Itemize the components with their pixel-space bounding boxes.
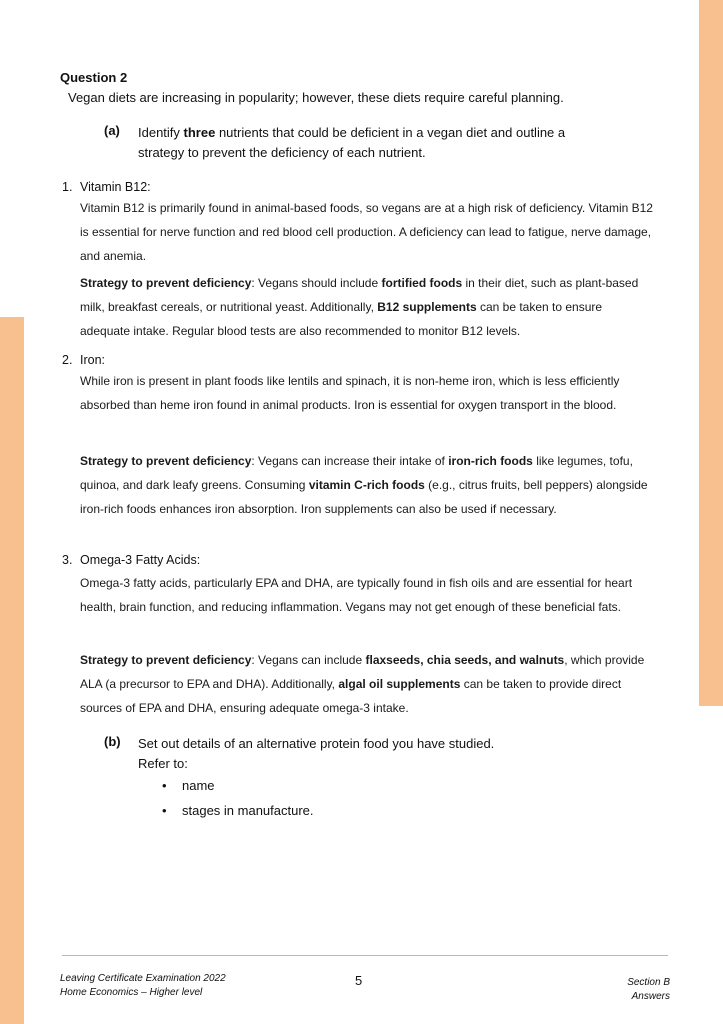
- strategy-text: can be taken to ensure adequate intake. Regular blood tests are also recommended to monitor B12 levels.: [80, 300, 603, 338]
- footer-section: Section B: [627, 977, 670, 988]
- strategy-text: : Vegans can increase their intake of: [251, 454, 449, 468]
- strategy-text: in their diet, such as plant-based milk, breakfast cereals, or nutritional yeast. Additionally,: [80, 276, 639, 314]
- item-strategy: [80, 648, 655, 720]
- strategy-label: Strategy to prevent deficiency: [80, 276, 252, 290]
- strategy-text: : Vegans can include: [251, 653, 366, 667]
- footer-subject: Home Economics – Higher level: [60, 987, 203, 998]
- strategy-bold: B12 supplements: [377, 300, 477, 314]
- accent-bar-right: [699, 0, 723, 706]
- strategy-label: Strategy to prevent deficiency: [80, 454, 252, 468]
- item-title: Vitamin B12:: [80, 180, 151, 194]
- part-b-letter: (b): [104, 734, 121, 749]
- strategy-text: (e.g., citrus fruits, bell peppers) alongside iron-rich foods enhances iron absorption. Iron supplements can also be used if necessary.: [80, 478, 648, 516]
- item-number: 2.: [62, 353, 73, 367]
- part-b-line-2: Refer to:: [138, 756, 188, 771]
- item-number: 1.: [62, 180, 73, 194]
- strategy-bold: algal oil supplements: [338, 677, 461, 691]
- part-a-text: [138, 123, 588, 163]
- item-description: Omega-3 fatty acids, particularly EPA and DHA, are typically found in fish oils and are essential for heart health, brain function, and reducing inflammation. Vegans may not get enough of these beneficial fats.: [80, 576, 633, 614]
- bullet-dot-icon: •: [162, 778, 167, 793]
- part-a-text-2: nutrients that could be deficient in a vegan diet and outline a strategy to prevent the deficiency of each nutrient.: [138, 125, 566, 160]
- bullet-dot-icon: •: [162, 803, 167, 818]
- strategy-bold: vitamin C-rich foods: [308, 478, 425, 492]
- question-title: Question 2: [60, 70, 128, 85]
- item-strategy: [80, 271, 655, 343]
- footer-section-info: [627, 976, 670, 1004]
- strategy-bold: fortified foods: [381, 276, 463, 290]
- part-b-line-1: Set out details of an alternative protein food you have studied.: [138, 736, 495, 751]
- item-description: Vitamin B12 is primarily found in animal-based foods, so vegans are at a high risk of deficiency. Vitamin B12 is essential for nerve function and red blood cell production. A deficiency can lead to fatigue, nerve damage, and anemia.: [80, 201, 653, 263]
- strategy-label: Strategy to prevent deficiency: [80, 653, 252, 667]
- strategy-text: like legumes, tofu, quinoa, and dark leafy greens. Consuming: [80, 454, 633, 492]
- question-intro: Vegan diets are increasing in popularity; however, these diets require careful planning.: [68, 90, 564, 105]
- strategy-text: can be taken to provide direct sources of EPA and DHA, ensuring adequate omega-3 intake.: [80, 677, 622, 715]
- item-number: 3.: [62, 553, 73, 567]
- page-number: 5: [355, 973, 363, 988]
- strategy-bold: iron-rich foods: [448, 454, 533, 468]
- footer-rule: [62, 955, 668, 956]
- part-a-text-1: Identify: [138, 125, 184, 140]
- accent-bar-left: [0, 317, 24, 1024]
- footer-exam-info: [60, 972, 226, 1000]
- strategy-text: : Vegans should include: [251, 276, 382, 290]
- item-title: Omega-3 Fatty Acids:: [80, 553, 201, 567]
- part-a-text-bold: three: [183, 125, 216, 140]
- bullet-text: stages in manufacture.: [182, 803, 314, 818]
- strategy-text: , which provide ALA (a precursor to EPA and DHA). Additionally,: [80, 653, 645, 691]
- footer-answers: Answers: [631, 991, 670, 1002]
- bullet-text: name: [182, 778, 215, 793]
- item-strategy: [80, 449, 655, 521]
- strategy-bold: flaxseeds, chia seeds, and walnuts: [365, 653, 565, 667]
- part-b-text: [138, 734, 618, 774]
- part-a-letter: (a): [104, 123, 120, 138]
- item-title: Iron:: [80, 353, 106, 367]
- item-description: While iron is present in plant foods like lentils and spinach, it is non-heme iron, which is less efficiently absorbed than heme iron found in animal products. Iron is essential for oxygen transport in the blood.: [80, 374, 620, 412]
- footer-exam: Leaving Certificate Examination 2022: [60, 973, 226, 984]
